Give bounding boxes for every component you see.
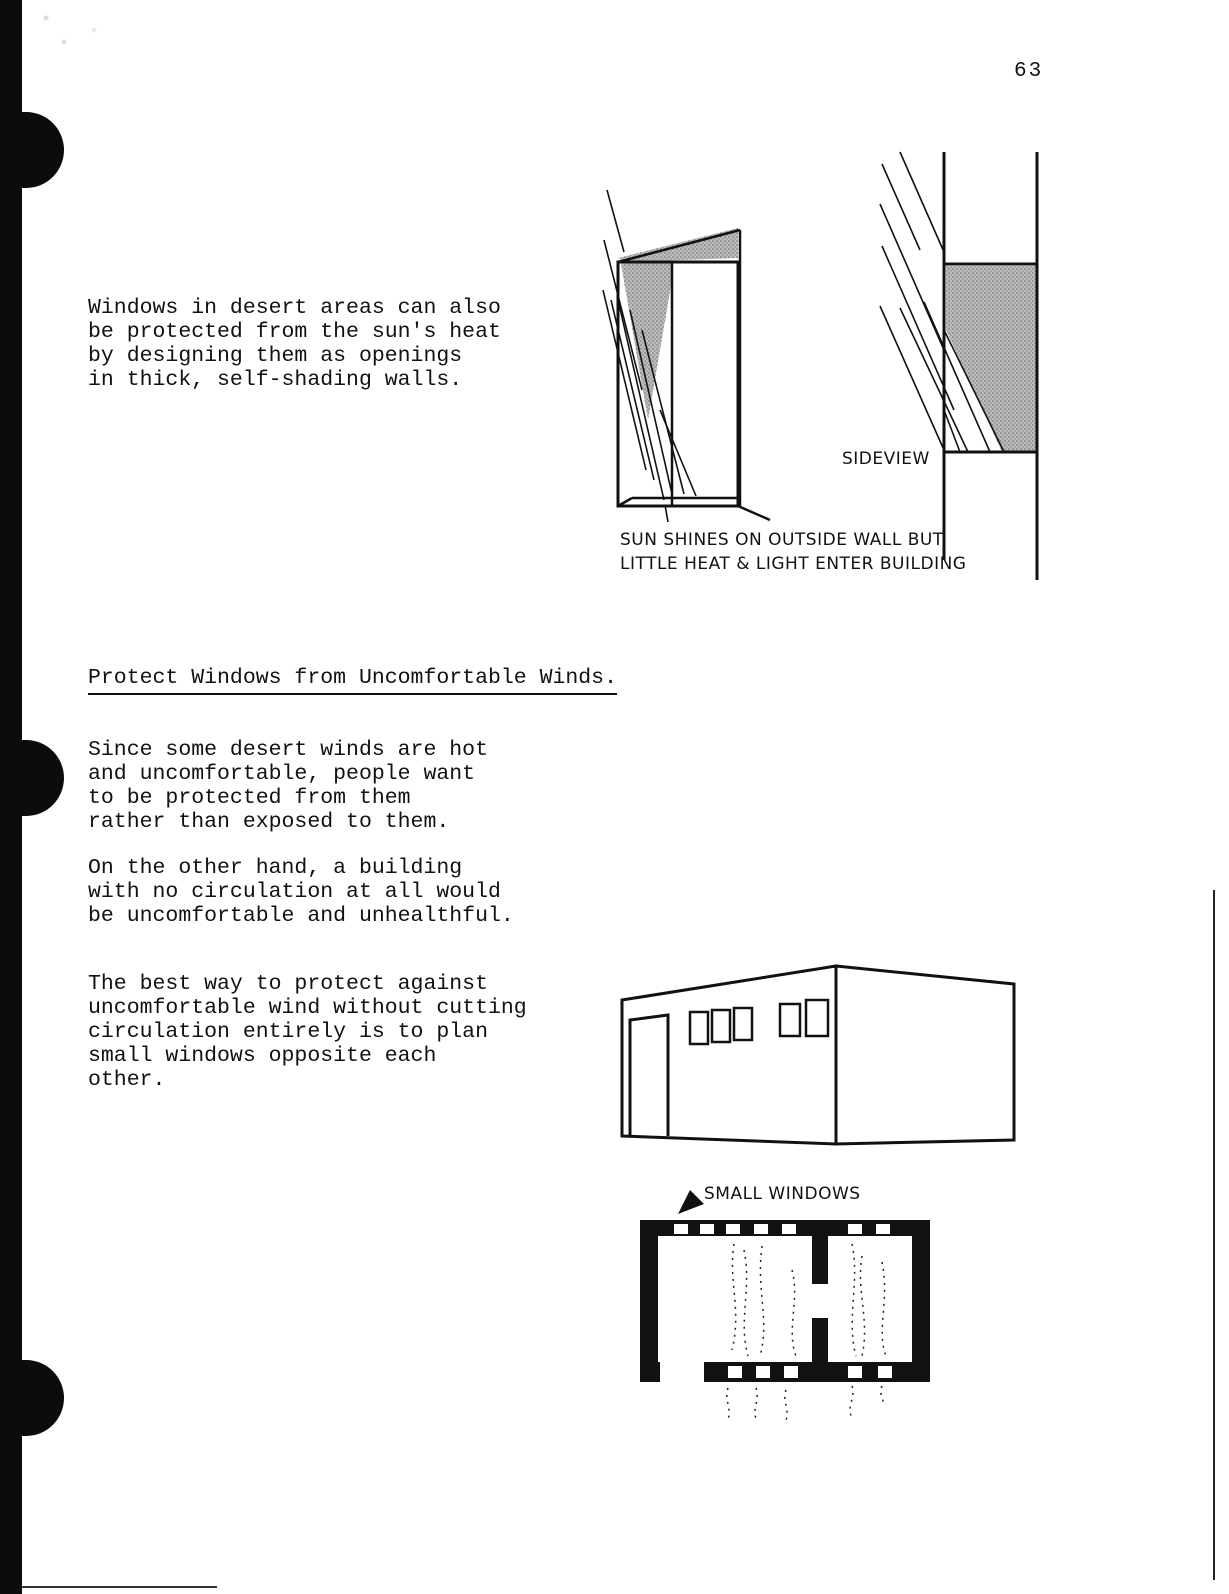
- floor-plan-figure: [640, 1190, 930, 1420]
- window-opening-figure: [603, 190, 770, 522]
- sun-caption: SUN SHINES ON OUTSIDE WALL BUT LITTLE HEAT & LIGHT ENTER BUILDING: [620, 530, 967, 574]
- building-side-wall: [836, 966, 1014, 1144]
- building-door: [630, 1015, 668, 1136]
- small-window: [806, 1000, 828, 1036]
- plan-window-openings: [674, 1224, 892, 1378]
- building-figure: [622, 966, 1014, 1144]
- page-number: 63: [1014, 60, 1044, 83]
- small-windows-label: SMALL WINDOWS: [704, 1184, 861, 1204]
- paragraph-desert-winds: Since some desert winds are hot and uncomfortable, people want to be protected from them rather than exposed to them.: [88, 738, 488, 834]
- paragraph-circulation: On the other hand, a building with no circulation at all would be uncomfortable and unhealthful.: [88, 856, 514, 928]
- sideview-figure: [880, 152, 1037, 580]
- small-windows-arrow: [678, 1190, 704, 1214]
- small-window: [712, 1010, 730, 1042]
- small-window: [690, 1012, 708, 1044]
- sideview-label: SIDEVIEW: [842, 449, 930, 469]
- paragraph-small-windows: The best way to protect against uncomfortable wind without cutting circulation entirely is to plan small windows opposite each other.: [88, 972, 527, 1092]
- small-window: [780, 1004, 800, 1036]
- building-front-wall: [622, 966, 836, 1144]
- airflow-lines: [727, 1244, 886, 1420]
- small-window: [734, 1008, 752, 1040]
- paragraph-self-shading-walls: Windows in desert areas can also be protected from the sun's heat by designing them as openings in thick, self-shading walls.: [88, 296, 501, 392]
- section-heading: Protect Windows from Uncomfortable Winds.: [88, 666, 617, 695]
